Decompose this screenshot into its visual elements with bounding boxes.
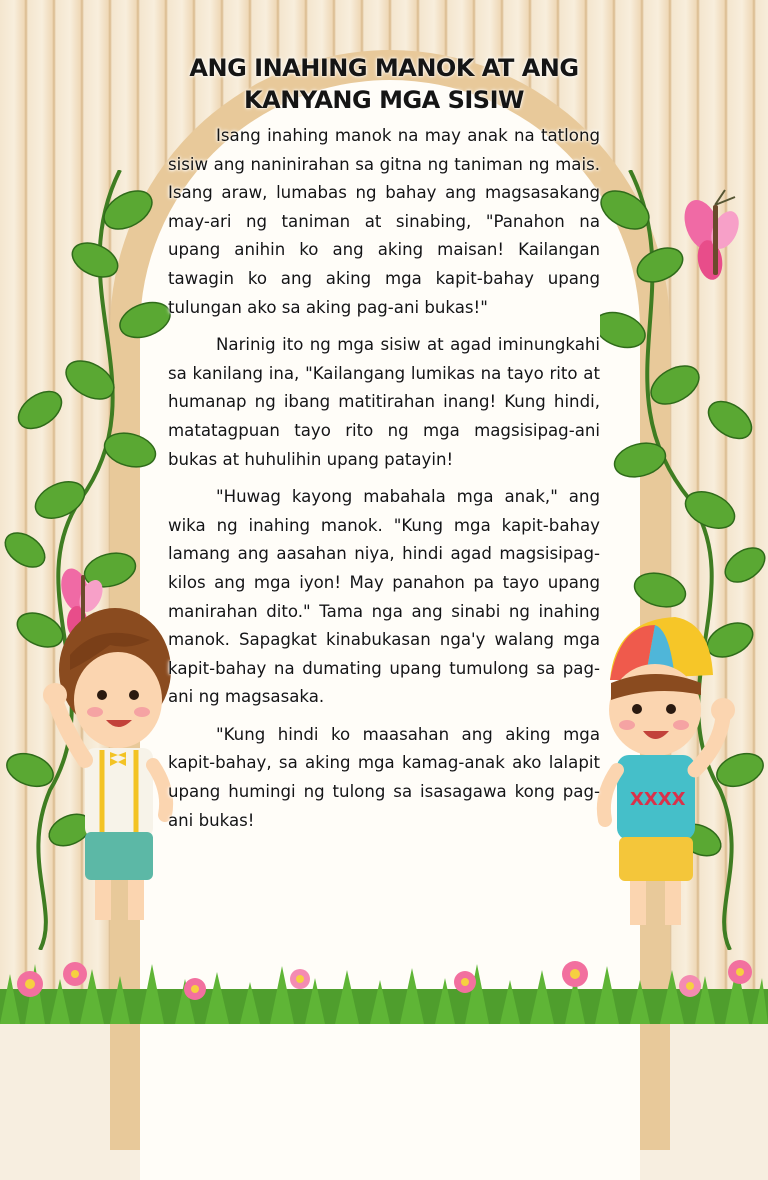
story-paragraph-3: "Huwag kayong mabahala mga anak," ang wika ng inahing manok. "Kung mga kapit-bahay lamang ang aasahan niya, hindi agad magsisipag-kilos ang mga iyon! May panahon pa tayo upang manirahan dito." Tama nga ang sinabi ng inahing manok. Sapagkat kinabukasan nga'y walang mga kapit-bahay na dumating upang tumulong sa pag-ani ng magsasaka.	[168, 487, 600, 707]
boy-with-cap-illustration	[585, 605, 735, 945]
grass-border	[0, 934, 768, 1024]
story-paragraph-2: Narinig ito ng mga sisiw at agad iminungkahi sa kanilang ina, "Kailangang lumikas na tayo rito at humanap ng ibang matitirahan inang! Kung hindi, matatagpuan tayo rito ng mga magsisipag-ani bukas at huhulihin upang patayin!	[168, 335, 600, 469]
svg-text:XXXX: XXXX	[630, 789, 686, 810]
story-paragraph-4: "Kung hindi ko maasahan ang aking mga kapit-bahay, sa aking mga kamag-anak ako lalapit upang humingi ng tulong sa isasagawa kong pag-ani bukas!	[168, 724, 600, 830]
story-title: ANG INAHING MANOK AT ANG KANYANG MGA SISIW	[189, 54, 579, 114]
story-content	[168, 52, 600, 844]
boy-with-brown-hair-illustration	[40, 600, 185, 930]
story-paragraph-1: Isang inahing manok na may anak na tatlong sisiw ang naninirahan sa gitna ng taniman ng mais. Isang araw, lumabas ng bahay ang magsasakang may-ari ng taniman at sinabing, "Panahon na upang anihin ko ang aking maisan! Kailangan tawagin ko ang aking mga kapit-bahay upang tulungan ako sa aking pag-ani bukas!"	[168, 126, 600, 317]
pink-butterfly-icon	[680, 185, 750, 295]
